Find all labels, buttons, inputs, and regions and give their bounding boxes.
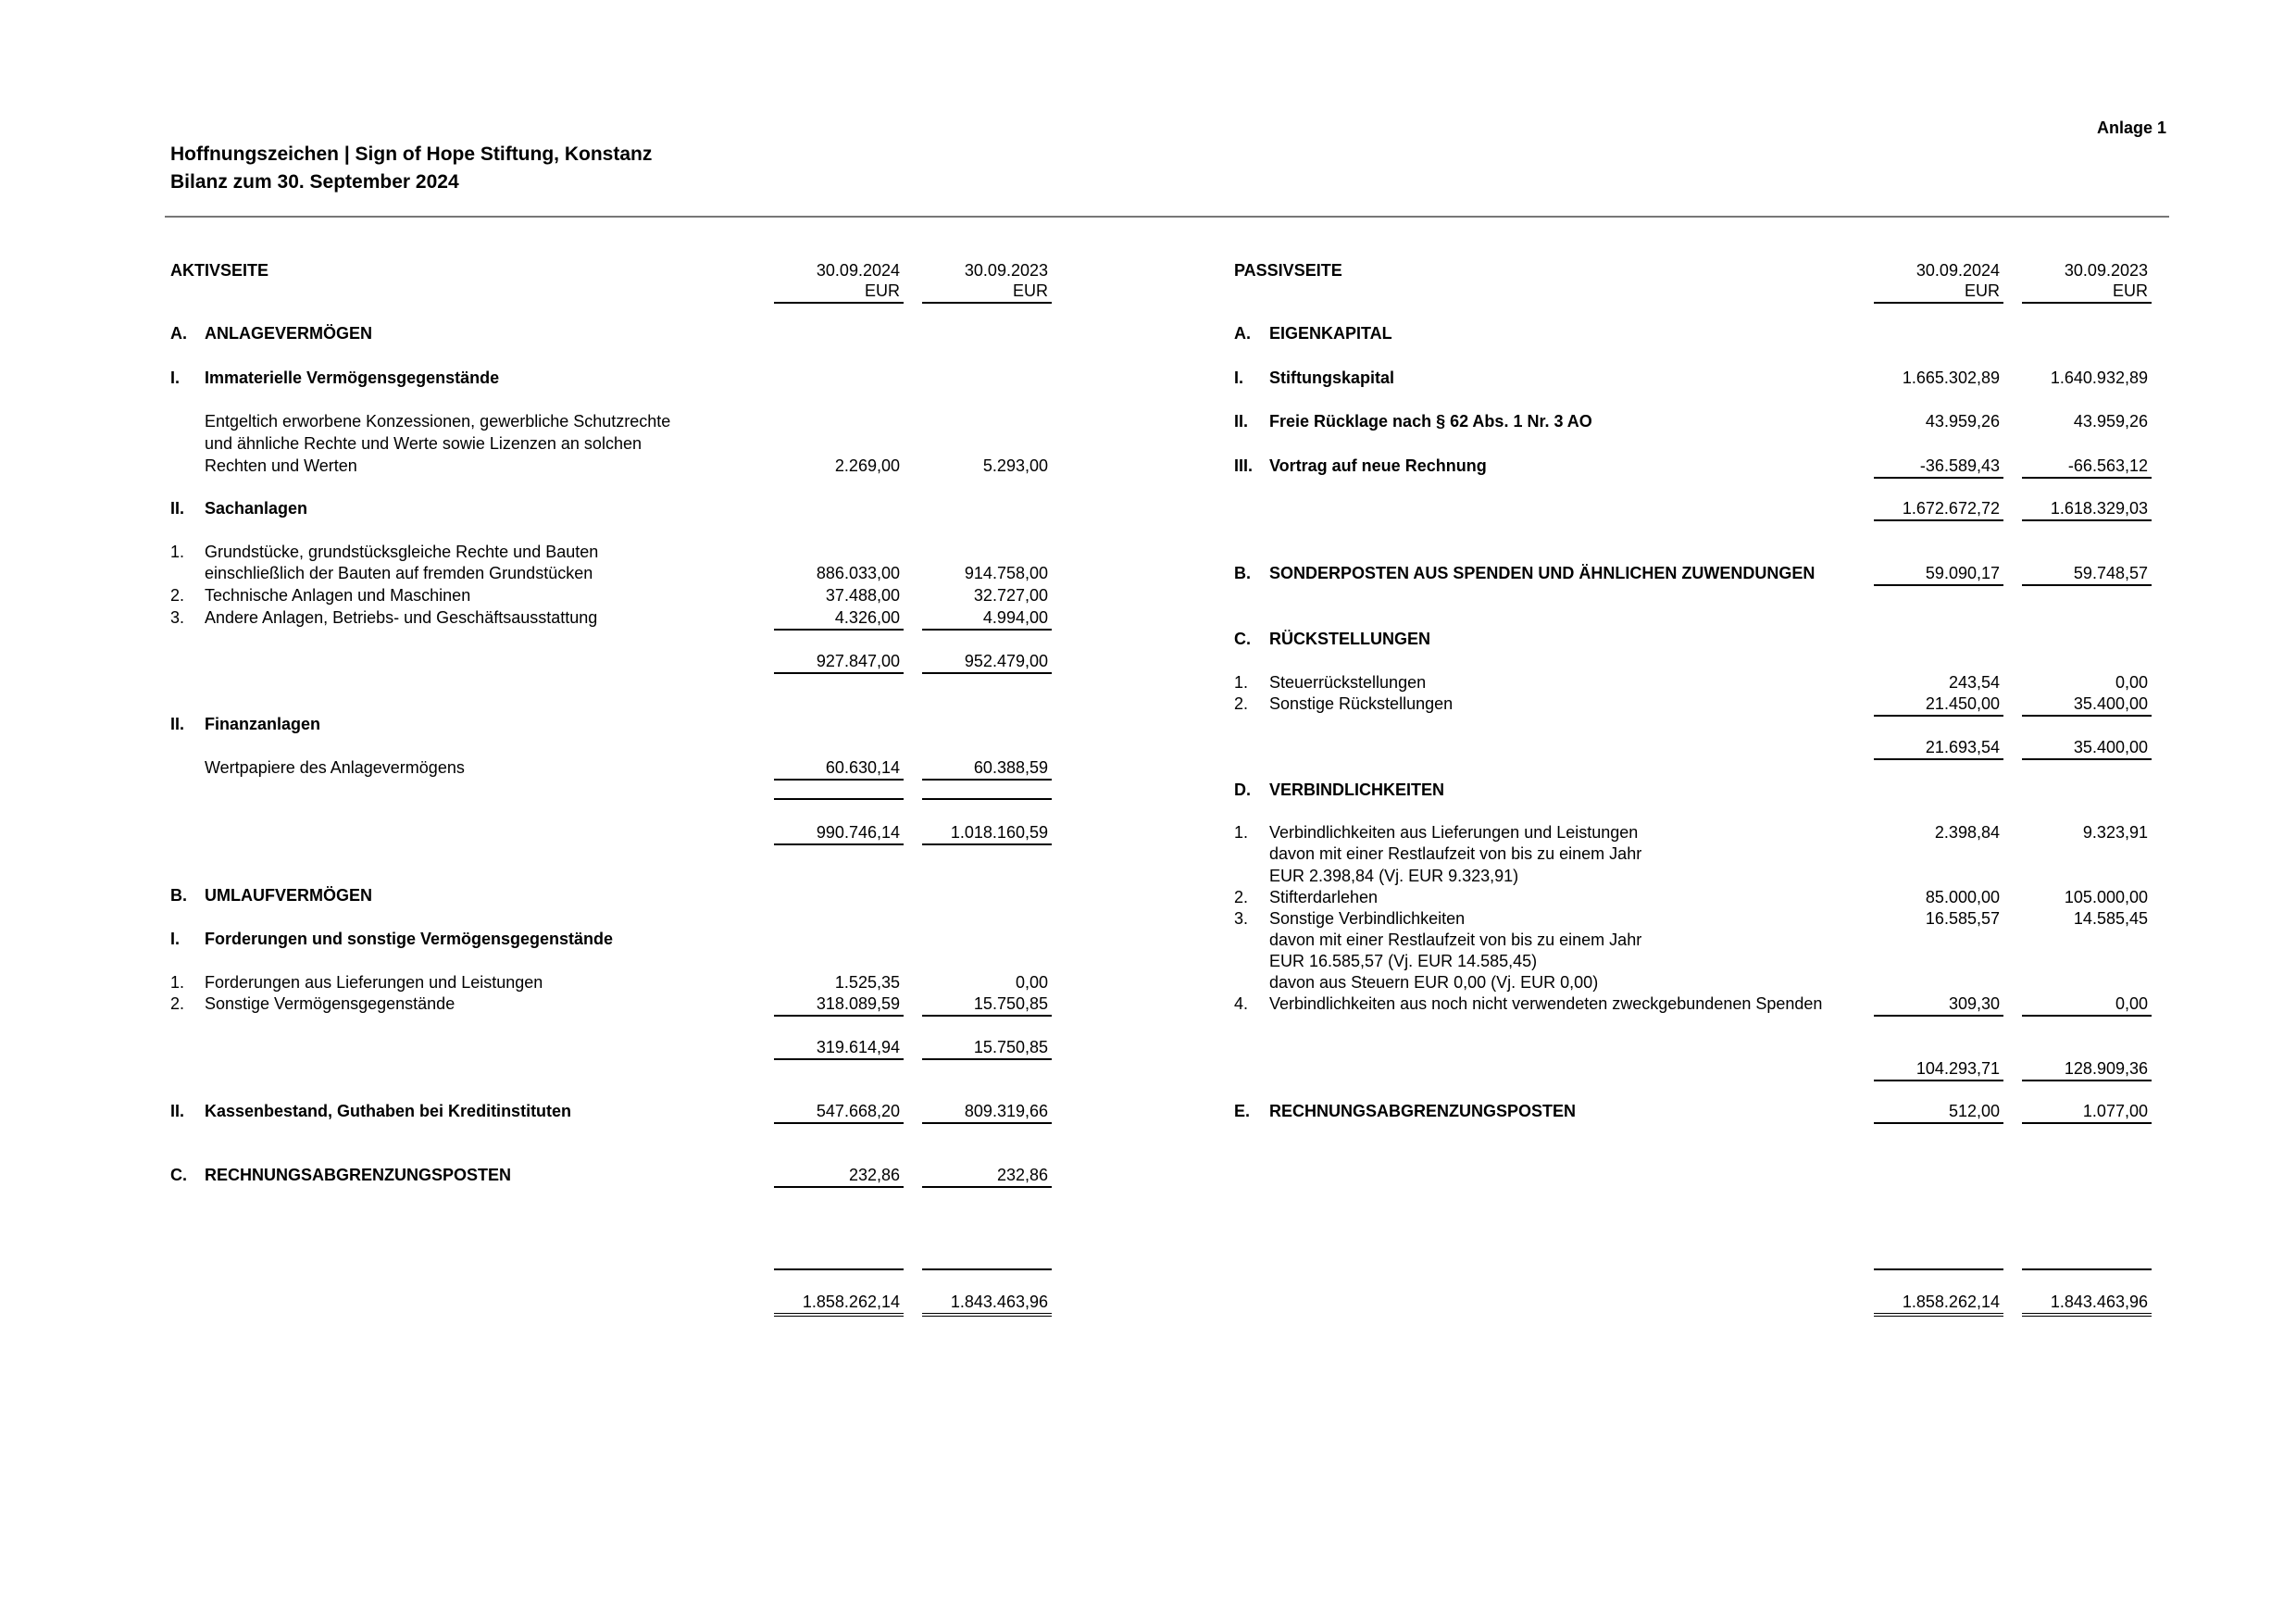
liabilities-e-value-2023: 1.077,00	[2022, 1100, 2152, 1124]
assets-bii-value-2024: 547.668,20	[774, 1100, 904, 1124]
assets-bi-sum-2023: 15.750,85	[922, 1036, 1052, 1060]
assets-bi-item2-label: Sonstige Vermögensgegenstände	[205, 994, 455, 1013]
liabilities-c-item2-value-2023: 35.400,00	[2022, 693, 2152, 717]
assets-title: AKTIVSEITE	[170, 261, 269, 280]
liabilities-d4-label: Verbindlichkeiten aus noch nicht verwendeten zweckgebundenen Spenden	[1269, 994, 1823, 1013]
liabilities-ai-mark: I.	[1234, 369, 1244, 387]
liabilities-c-sum-2024: 21.693,54	[1874, 736, 2003, 760]
assets-bii-value-2023: 809.319,66	[922, 1100, 1052, 1124]
assets-aii-sum-2024: 927.847,00	[774, 650, 904, 674]
liabilities-d3-value-2023: 14.585,45	[2073, 909, 2148, 928]
liabilities-d3-line2: davon mit einer Restlaufzeit von bis zu einem Jahr	[1269, 931, 1642, 949]
liabilities-e-mark: E.	[1234, 1102, 1251, 1120]
assets-aiii-item-value-2023: 60.388,59	[922, 756, 1052, 781]
assets-c-label: RECHNUNGSABGRENZUNGSPOSTEN	[205, 1166, 512, 1184]
liabilities-d2-number: 2.	[1234, 888, 1249, 906]
assets-aii-item3-label: Andere Anlagen, Betriebs- und Geschäftsausstattung	[205, 608, 598, 627]
assets-aii-mark: II.	[170, 499, 185, 518]
assets-col2-unit: EUR	[922, 280, 1052, 304]
assets-aii-item2-value-2023: 32.727,00	[973, 586, 1048, 605]
liabilities-e-value-2024: 512,00	[1874, 1100, 2003, 1124]
assets-bi-item1-value-2023: 0,00	[1015, 973, 1048, 992]
assets-col2-date: 30.09.2023	[964, 261, 1048, 280]
assets-a-sum-2024: 990.746,14	[774, 821, 904, 845]
liabilities-b-value-2023: 59.748,57	[2022, 562, 2152, 586]
assets-total-rule-2024	[774, 1268, 904, 1270]
liabilities-c-item2-value-2024: 21.450,00	[1874, 693, 2003, 717]
liabilities-a-label: EIGENKAPITAL	[1269, 324, 1392, 343]
assets-aii-item2-label: Technische Anlagen und Maschinen	[205, 586, 471, 605]
assets-bi-item1-label: Forderungen aus Lieferungen und Leistungen	[205, 973, 543, 992]
liabilities-title: PASSIVSEITE	[1234, 261, 1342, 280]
liabilities-aiii-value-2024: -36.589,43	[1874, 455, 2003, 479]
assets-aiii-mark: II.	[170, 715, 185, 733]
liabilities-aii-label: Freie Rücklage nach § 62 Abs. 1 Nr. 3 AO	[1269, 412, 1592, 431]
liabilities-aiii-mark: III.	[1234, 456, 1254, 475]
liabilities-col2-date: 30.09.2023	[2064, 261, 2148, 280]
liabilities-d3-value-2024: 16.585,57	[1925, 909, 2000, 928]
liabilities-d2-label: Stifterdarlehen	[1269, 888, 1379, 906]
assets-aii-item2-number: 2.	[170, 586, 185, 605]
liabilities-d-sum-2024: 104.293,71	[1874, 1057, 2003, 1081]
liabilities-d-sum-2023: 128.909,36	[2022, 1057, 2152, 1081]
assets-ai-item-value-2024: 2.269,00	[834, 456, 900, 475]
assets-bi-item1-value-2024: 1.525,35	[834, 973, 900, 992]
liabilities-aiii-label: Vortrag auf neue Rechnung	[1269, 456, 1487, 475]
assets-aiii-item-value-2024: 60.630,14	[774, 756, 904, 781]
assets-c-value-2024: 232,86	[774, 1164, 904, 1188]
liabilities-total-2023: 1.843.463,96	[2022, 1291, 2152, 1317]
assets-aii-item1-line2: einschließlich der Bauten auf fremden Grundstücken	[205, 564, 593, 582]
assets-a-sum-rule-2024	[774, 798, 904, 800]
assets-a-mark: A.	[170, 324, 187, 343]
assets-bi-item2-value-2023: 15.750,85	[922, 993, 1052, 1017]
assets-aii-item1-number: 1.	[170, 543, 185, 561]
assets-aii-sum-2023: 952.479,00	[922, 650, 1052, 674]
liabilities-total-rule-2024	[1874, 1268, 2003, 1270]
liabilities-d2-value-2024: 85.000,00	[1925, 888, 2000, 906]
liabilities-col1-date: 30.09.2024	[1915, 261, 2000, 280]
liabilities-d1-line3: EUR 2.398,84 (Vj. EUR 9.323,91)	[1269, 867, 1519, 885]
assets-ai-item-line3: Rechten und Werten	[205, 456, 357, 475]
assets-aii-item1-value-2023: 914.758,00	[964, 564, 1048, 582]
assets-bi-label: Forderungen und sonstige Vermögensgegenstände	[205, 930, 614, 948]
liabilities-d1-value-2024: 2.398,84	[1934, 823, 2000, 842]
organization-name: Hoffnungszeichen | Sign of Hope Stiftung, Konstanz	[170, 144, 653, 165]
assets-total-rule-2023	[922, 1268, 1052, 1270]
assets-ai-item-line2: und ähnliche Rechte und Werte sowie Lizenzen an solchen	[205, 434, 642, 453]
assets-bi-sum-2024: 319.614,94	[774, 1036, 904, 1060]
liabilities-col1-unit: EUR	[1874, 280, 2003, 304]
assets-bi-item2-value-2024: 318.089,59	[774, 993, 904, 1017]
liabilities-c-item1-label: Steuerrückstellungen	[1269, 673, 1427, 692]
document-title: Bilanz zum 30. September 2024	[170, 171, 459, 193]
assets-col1-date: 30.09.2024	[816, 261, 900, 280]
liabilities-ai-value-2024: 1.665.302,89	[1902, 369, 2000, 387]
assets-ai-item-line1: Entgeltich erworbene Konzessionen, gewerbliche Schutzrechte	[205, 412, 671, 431]
liabilities-total-2024: 1.858.262,14	[1874, 1291, 2003, 1317]
assets-b-mark: B.	[170, 886, 187, 905]
liabilities-c-item1-value-2024: 243,54	[1948, 673, 2000, 692]
liabilities-e-label: RECHNUNGSABGRENZUNGSPOSTEN	[1269, 1102, 1577, 1120]
annex-label: Anlage 1	[2096, 119, 2166, 137]
liabilities-c-item1-number: 1.	[1234, 673, 1249, 692]
liabilities-d4-value-2024: 309,30	[1874, 993, 2003, 1017]
assets-aii-item1-value-2024: 886.033,00	[816, 564, 900, 582]
liabilities-d3-line4: davon aus Steuern EUR 0,00 (Vj. EUR 0,00)	[1269, 973, 1599, 992]
header-rule	[165, 216, 2169, 218]
assets-ai-item-value-2023: 5.293,00	[982, 456, 1048, 475]
liabilities-total-rule-2023	[2022, 1268, 2152, 1270]
assets-aiii-item-label: Wertpapiere des Anlagevermögens	[205, 758, 465, 777]
assets-bi-item1-number: 1.	[170, 973, 185, 992]
liabilities-ai-label: Stiftungskapital	[1269, 369, 1395, 387]
assets-total-2024: 1.858.262,14	[774, 1291, 904, 1317]
liabilities-aii-value-2023: 43.959,26	[2073, 412, 2148, 431]
liabilities-aii-mark: II.	[1234, 412, 1249, 431]
assets-aii-item2-value-2024: 37.488,00	[825, 586, 900, 605]
liabilities-c-label: RÜCKSTELLUNGEN	[1269, 630, 1430, 648]
liabilities-d-mark: D.	[1234, 781, 1251, 799]
assets-total-2023: 1.843.463,96	[922, 1291, 1052, 1317]
assets-aiii-label: Finanzanlagen	[205, 715, 321, 733]
liabilities-a-mark: A.	[1234, 324, 1251, 343]
liabilities-col2-unit: EUR	[2022, 280, 2152, 304]
liabilities-c-mark: C.	[1234, 630, 1251, 648]
liabilities-a-sum-2023: 1.618.329,03	[2022, 497, 2152, 521]
liabilities-d1-line2: davon mit einer Restlaufzeit von bis zu einem Jahr	[1269, 844, 1642, 863]
assets-a-label: ANLAGEVERMÖGEN	[205, 324, 373, 343]
assets-a-sum-rule-2023	[922, 798, 1052, 800]
liabilities-ai-value-2023: 1.640.932,89	[2050, 369, 2148, 387]
liabilities-c-item2-label: Sonstige Rückstellungen	[1269, 694, 1454, 713]
assets-b-label: UMLAUFVERMÖGEN	[205, 886, 372, 905]
assets-aii-item3-number: 3.	[170, 608, 185, 627]
assets-aii-item3-value-2024: 4.326,00	[774, 606, 904, 631]
liabilities-a-sum-2024: 1.672.672,72	[1874, 497, 2003, 521]
liabilities-d1-line1: Verbindlichkeiten aus Lieferungen und Leistungen	[1269, 823, 1639, 842]
liabilities-d3-line1: Sonstige Verbindlichkeiten	[1269, 909, 1466, 928]
liabilities-c-item1-value-2023: 0,00	[2115, 673, 2148, 692]
assets-c-value-2023: 232,86	[922, 1164, 1052, 1188]
liabilities-c-sum-2023: 35.400,00	[2022, 736, 2152, 760]
liabilities-d1-value-2023: 9.323,91	[2082, 823, 2148, 842]
liabilities-d4-value-2023: 0,00	[2022, 993, 2152, 1017]
assets-ai-mark: I.	[170, 369, 181, 387]
assets-c-mark: C.	[170, 1166, 187, 1184]
liabilities-c-item2-number: 2.	[1234, 694, 1249, 713]
assets-bii-mark: II.	[170, 1102, 185, 1120]
liabilities-aii-value-2024: 43.959,26	[1925, 412, 2000, 431]
assets-a-sum-2023: 1.018.160,59	[922, 821, 1052, 845]
liabilities-d3-line3: EUR 16.585,57 (Vj. EUR 14.585,45)	[1269, 952, 1538, 970]
liabilities-b-label: SONDERPOSTEN AUS SPENDEN UND ÄHNLICHEN ZUWENDUNGEN	[1269, 564, 1816, 582]
liabilities-d3-number: 3.	[1234, 909, 1249, 928]
assets-aii-label: Sachanlagen	[205, 499, 308, 518]
liabilities-d1-number: 1.	[1234, 823, 1249, 842]
assets-aii-item1-line1: Grundstücke, grundstücksgleiche Rechte und Bauten	[205, 543, 599, 561]
liabilities-d4-number: 4.	[1234, 994, 1249, 1013]
assets-bi-item2-number: 2.	[170, 994, 185, 1013]
assets-aii-item3-value-2023: 4.994,00	[922, 606, 1052, 631]
liabilities-b-mark: B.	[1234, 564, 1251, 582]
assets-col1-unit: EUR	[774, 280, 904, 304]
liabilities-b-value-2024: 59.090,17	[1874, 562, 2003, 586]
assets-bii-label: Kassenbestand, Guthaben bei Kreditinstituten	[205, 1102, 572, 1120]
assets-bi-mark: I.	[170, 930, 181, 948]
liabilities-d-label: VERBINDLICHKEITEN	[1269, 781, 1445, 799]
liabilities-aiii-value-2023: -66.563,12	[2022, 455, 2152, 479]
liabilities-d2-value-2023: 105.000,00	[2064, 888, 2148, 906]
assets-ai-label: Immaterielle Vermögensgegenstände	[205, 369, 500, 387]
